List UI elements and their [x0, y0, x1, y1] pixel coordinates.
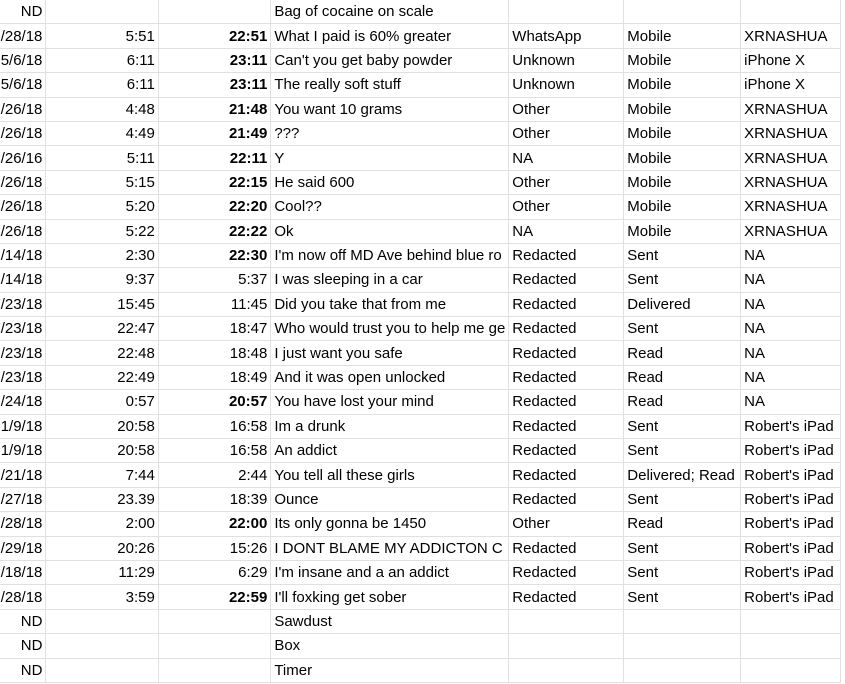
cell-app[interactable]: Redacted — [509, 536, 624, 560]
cell-time-local[interactable]: 2:44 — [158, 463, 270, 487]
cell-date[interactable]: 5/6/18 — [0, 48, 46, 72]
cell-app[interactable]: Unknown — [509, 73, 624, 97]
cell-message[interactable]: An addict — [271, 439, 509, 463]
cell-direction[interactable] — [624, 0, 741, 24]
cell-app[interactable]: Redacted — [509, 317, 624, 341]
cell-date[interactable]: /14/18 — [0, 243, 46, 267]
cell-device[interactable]: Robert's iPad — [741, 560, 841, 584]
cell-time-utc[interactable]: 5:15 — [46, 170, 158, 194]
cell-message[interactable]: I'll foxking get sober — [271, 585, 509, 609]
cell-device[interactable]: XRNASHUA — [741, 24, 841, 48]
cell-date[interactable]: /23/18 — [0, 317, 46, 341]
cell-message[interactable]: The really soft stuff — [271, 73, 509, 97]
cell-date[interactable]: /24/18 — [0, 390, 46, 414]
cell-date[interactable]: /27/18 — [0, 487, 46, 511]
cell-message[interactable]: Can't you get baby powder — [271, 48, 509, 72]
cell-app[interactable] — [509, 634, 624, 658]
cell-date[interactable]: /28/18 — [0, 585, 46, 609]
cell-message[interactable]: Who would trust you to help me ge — [271, 317, 509, 341]
cell-time-local[interactable]: 20:57 — [158, 390, 270, 414]
cell-time-utc[interactable]: 7:44 — [46, 463, 158, 487]
cell-date[interactable]: 1/9/18 — [0, 414, 46, 438]
cell-date[interactable]: /29/18 — [0, 536, 46, 560]
cell-device[interactable]: XRNASHUA — [741, 121, 841, 145]
cell-time-utc[interactable]: 4:48 — [46, 97, 158, 121]
cell-date[interactable]: /21/18 — [0, 463, 46, 487]
cell-time-utc[interactable]: 5:20 — [46, 195, 158, 219]
cell-message[interactable]: Box — [271, 634, 509, 658]
cell-date[interactable]: /23/18 — [0, 292, 46, 316]
cell-device[interactable]: iPhone X — [741, 48, 841, 72]
cell-direction[interactable]: Mobile — [624, 219, 741, 243]
cell-message[interactable]: I DONT BLAME MY ADDICTON C — [271, 536, 509, 560]
cell-message[interactable]: I was sleeping in a car — [271, 268, 509, 292]
cell-device[interactable]: Robert's iPad — [741, 536, 841, 560]
cell-date[interactable]: /26/18 — [0, 195, 46, 219]
cell-direction[interactable]: Sent — [624, 585, 741, 609]
cell-time-utc[interactable]: 9:37 — [46, 268, 158, 292]
cell-time-local[interactable] — [158, 634, 270, 658]
cell-time-local[interactable]: 22:20 — [158, 195, 270, 219]
cell-time-local[interactable]: 22:51 — [158, 24, 270, 48]
cell-direction[interactable]: Sent — [624, 414, 741, 438]
cell-time-local[interactable]: 22:15 — [158, 170, 270, 194]
table-row — [0, 97, 841, 121]
cell-date[interactable]: /26/18 — [0, 97, 46, 121]
cell-device[interactable]: NA — [741, 341, 841, 365]
cell-device[interactable]: Robert's iPad — [741, 414, 841, 438]
cell-direction[interactable]: Read — [624, 512, 741, 536]
cell-app[interactable]: Redacted — [509, 292, 624, 316]
table-row — [0, 317, 841, 341]
cell-time-utc[interactable]: 22:49 — [46, 365, 158, 389]
cell-direction[interactable]: Sent — [624, 536, 741, 560]
cell-device[interactable]: Robert's iPad — [741, 487, 841, 511]
cell-device[interactable]: XRNASHUA — [741, 170, 841, 194]
cell-time-utc[interactable] — [46, 0, 158, 24]
cell-time-local[interactable]: 6:29 — [158, 560, 270, 584]
cell-device[interactable]: NA — [741, 390, 841, 414]
cell-date[interactable]: /14/18 — [0, 268, 46, 292]
cell-direction[interactable]: Mobile — [624, 97, 741, 121]
cell-time-utc[interactable]: 20:58 — [46, 414, 158, 438]
cell-date[interactable]: ND — [0, 609, 46, 633]
cell-time-local[interactable]: 22:30 — [158, 243, 270, 267]
table-row — [0, 560, 841, 584]
cell-direction[interactable]: Sent — [624, 560, 741, 584]
cell-message[interactable]: Ounce — [271, 487, 509, 511]
cell-app[interactable]: Other — [509, 97, 624, 121]
cell-device[interactable]: iPhone X — [741, 73, 841, 97]
cell-time-local[interactable]: 16:58 — [158, 439, 270, 463]
cell-app[interactable]: NA — [509, 219, 624, 243]
cell-app[interactable]: Redacted — [509, 487, 624, 511]
cell-date[interactable]: /28/18 — [0, 512, 46, 536]
cell-time-utc[interactable]: 6:11 — [46, 48, 158, 72]
cell-app[interactable]: Redacted — [509, 365, 624, 389]
cell-message[interactable]: Im a drunk — [271, 414, 509, 438]
cell-direction[interactable]: Mobile — [624, 146, 741, 170]
cell-direction[interactable]: Mobile — [624, 170, 741, 194]
cell-device[interactable] — [741, 609, 841, 633]
cell-app[interactable]: NA — [509, 146, 624, 170]
cell-app[interactable] — [509, 0, 624, 24]
table-row — [0, 658, 841, 682]
cell-direction[interactable]: Mobile — [624, 73, 741, 97]
cell-message[interactable]: Sawdust — [271, 609, 509, 633]
cell-time-utc[interactable] — [46, 634, 158, 658]
cell-app[interactable]: Other — [509, 195, 624, 219]
cell-time-local[interactable]: 22:11 — [158, 146, 270, 170]
table-row — [0, 463, 841, 487]
table-row — [0, 390, 841, 414]
cell-time-local[interactable]: 21:48 — [158, 97, 270, 121]
cell-time-local[interactable]: 18:49 — [158, 365, 270, 389]
cell-message[interactable]: What I paid is 60% greater — [271, 24, 509, 48]
cell-direction[interactable]: Sent — [624, 439, 741, 463]
cell-app[interactable] — [509, 609, 624, 633]
cell-direction[interactable]: Sent — [624, 317, 741, 341]
cell-message[interactable]: I just want you safe — [271, 341, 509, 365]
cell-time-local[interactable] — [158, 0, 270, 24]
cell-date[interactable]: 1/9/18 — [0, 439, 46, 463]
cell-time-utc[interactable]: 6:11 — [46, 73, 158, 97]
cell-device[interactable]: Robert's iPad — [741, 439, 841, 463]
cell-date[interactable]: 5/6/18 — [0, 73, 46, 97]
cell-time-local[interactable]: 22:22 — [158, 219, 270, 243]
cell-date[interactable]: /26/18 — [0, 121, 46, 145]
cell-time-local[interactable]: 23:11 — [158, 73, 270, 97]
cell-date[interactable]: /26/18 — [0, 170, 46, 194]
cell-message[interactable]: I'm insane and a an addict — [271, 560, 509, 584]
cell-app[interactable]: Redacted — [509, 268, 624, 292]
cell-time-utc[interactable]: 4:49 — [46, 121, 158, 145]
cell-direction[interactable]: Delivered; Read — [624, 463, 741, 487]
cell-message[interactable]: Ok — [271, 219, 509, 243]
cell-time-local[interactable]: 18:47 — [158, 317, 270, 341]
table-row — [0, 0, 841, 24]
cell-time-utc[interactable] — [46, 658, 158, 682]
cell-date[interactable]: ND — [0, 658, 46, 682]
cell-time-utc[interactable]: 22:47 — [46, 317, 158, 341]
cell-app[interactable]: Other — [509, 512, 624, 536]
cell-direction[interactable]: Mobile — [624, 24, 741, 48]
table-row — [0, 146, 841, 170]
cell-message[interactable]: He said 600 — [271, 170, 509, 194]
cell-direction[interactable] — [624, 658, 741, 682]
cell-time-utc[interactable]: 20:58 — [46, 439, 158, 463]
cell-time-utc[interactable]: 20:26 — [46, 536, 158, 560]
table-row — [0, 585, 841, 609]
table-row — [0, 609, 841, 633]
cell-date[interactable]: ND — [0, 634, 46, 658]
cell-direction[interactable]: Sent — [624, 487, 741, 511]
cell-device[interactable]: NA — [741, 365, 841, 389]
table-row — [0, 341, 841, 365]
cell-message[interactable]: Bag of cocaine on scale — [271, 0, 509, 24]
cell-direction[interactable] — [624, 609, 741, 633]
cell-time-utc[interactable]: 11:29 — [46, 560, 158, 584]
cell-device[interactable]: XRNASHUA — [741, 195, 841, 219]
cell-date[interactable]: /26/18 — [0, 219, 46, 243]
cell-time-utc[interactable]: 2:00 — [46, 512, 158, 536]
cell-message[interactable]: Its only gonna be 1450 — [271, 512, 509, 536]
cell-message[interactable]: I'm now off MD Ave behind blue ro — [271, 243, 509, 267]
cell-time-utc[interactable]: 0:57 — [46, 390, 158, 414]
cell-app[interactable]: Other — [509, 170, 624, 194]
cell-direction[interactable]: Mobile — [624, 195, 741, 219]
cell-time-utc[interactable]: 5:51 — [46, 24, 158, 48]
cell-app[interactable]: Unknown — [509, 48, 624, 72]
cell-time-utc[interactable]: 3:59 — [46, 585, 158, 609]
cell-time-local[interactable]: 22:00 — [158, 512, 270, 536]
cell-time-local[interactable]: 22:59 — [158, 585, 270, 609]
cell-direction[interactable]: Sent — [624, 243, 741, 267]
cell-date[interactable]: /23/18 — [0, 341, 46, 365]
cell-time-utc[interactable]: 2:30 — [46, 243, 158, 267]
cell-time-local[interactable] — [158, 609, 270, 633]
cell-time-utc[interactable]: 22:48 — [46, 341, 158, 365]
cell-app[interactable]: Other — [509, 121, 624, 145]
cell-device[interactable]: Robert's iPad — [741, 463, 841, 487]
cell-time-local[interactable]: 18:39 — [158, 487, 270, 511]
cell-time-local[interactable]: 21:49 — [158, 121, 270, 145]
cell-device[interactable]: NA — [741, 292, 841, 316]
cell-direction[interactable]: Read — [624, 365, 741, 389]
cell-direction[interactable]: Mobile — [624, 121, 741, 145]
cell-direction[interactable]: Delivered — [624, 292, 741, 316]
cell-message[interactable]: You tell all these girls — [271, 463, 509, 487]
cell-app[interactable]: WhatsApp — [509, 24, 624, 48]
cell-time-utc[interactable]: 5:22 — [46, 219, 158, 243]
table-row — [0, 243, 841, 267]
table-row — [0, 439, 841, 463]
cell-message[interactable]: Did you take that from me — [271, 292, 509, 316]
cell-app[interactable]: Redacted — [509, 390, 624, 414]
cell-message[interactable]: You have lost your mind — [271, 390, 509, 414]
cell-message[interactable]: And it was open unlocked — [271, 365, 509, 389]
cell-date[interactable]: /26/16 — [0, 146, 46, 170]
cell-message[interactable]: Cool?? — [271, 195, 509, 219]
cell-device[interactable] — [741, 634, 841, 658]
table-row — [0, 195, 841, 219]
cell-time-local[interactable] — [158, 658, 270, 682]
cell-direction[interactable]: Read — [624, 341, 741, 365]
cell-app[interactable]: Redacted — [509, 439, 624, 463]
table-row — [0, 73, 841, 97]
cell-app[interactable]: Redacted — [509, 585, 624, 609]
cell-time-utc[interactable]: 15:45 — [46, 292, 158, 316]
cell-direction[interactable] — [624, 634, 741, 658]
cell-message[interactable]: Y — [271, 146, 509, 170]
table-row — [0, 268, 841, 292]
cell-app[interactable]: Redacted — [509, 463, 624, 487]
cell-device[interactable]: NA — [741, 317, 841, 341]
cell-date[interactable]: /28/18 — [0, 24, 46, 48]
cell-direction[interactable]: Sent — [624, 268, 741, 292]
cell-device[interactable]: NA — [741, 268, 841, 292]
cell-date[interactable]: ND — [0, 0, 46, 24]
cell-time-local[interactable]: 15:26 — [158, 536, 270, 560]
cell-app[interactable] — [509, 658, 624, 682]
table-row — [0, 219, 841, 243]
cell-message[interactable]: You want 10 grams — [271, 97, 509, 121]
cell-device[interactable]: Robert's iPad — [741, 512, 841, 536]
cell-device[interactable]: Robert's iPad — [741, 585, 841, 609]
table-row — [0, 121, 841, 145]
table-row — [0, 414, 841, 438]
cell-direction[interactable]: Read — [624, 390, 741, 414]
cell-device[interactable] — [741, 0, 841, 24]
cell-device[interactable]: XRNASHUA — [741, 146, 841, 170]
cell-time-utc[interactable]: 5:11 — [46, 146, 158, 170]
table-row — [0, 512, 841, 536]
cell-device[interactable]: XRNASHUA — [741, 219, 841, 243]
table-row — [0, 48, 841, 72]
cell-date[interactable]: /23/18 — [0, 365, 46, 389]
cell-date[interactable]: /18/18 — [0, 560, 46, 584]
cell-time-local[interactable]: 18:48 — [158, 341, 270, 365]
table-row — [0, 24, 841, 48]
cell-app[interactable]: Redacted — [509, 414, 624, 438]
cell-message[interactable]: ??? — [271, 121, 509, 145]
table-row — [0, 170, 841, 194]
cell-time-utc[interactable]: 23.39 — [46, 487, 158, 511]
cell-time-local[interactable]: 11:45 — [158, 292, 270, 316]
table-row — [0, 634, 841, 658]
cell-app[interactable]: Redacted — [509, 560, 624, 584]
cell-time-utc[interactable] — [46, 609, 158, 633]
cell-direction[interactable]: Mobile — [624, 48, 741, 72]
cell-device[interactable]: NA — [741, 243, 841, 267]
cell-time-local[interactable]: 16:58 — [158, 414, 270, 438]
cell-device[interactable]: XRNASHUA — [741, 97, 841, 121]
cell-time-local[interactable]: 5:37 — [158, 268, 270, 292]
cell-message[interactable]: Timer — [271, 658, 509, 682]
cell-app[interactable]: Redacted — [509, 341, 624, 365]
table-row — [0, 536, 841, 560]
table-row — [0, 487, 841, 511]
table-row — [0, 292, 841, 316]
cell-time-local[interactable]: 23:11 — [158, 48, 270, 72]
cell-app[interactable]: Redacted — [509, 243, 624, 267]
cell-device[interactable] — [741, 658, 841, 682]
table-row — [0, 365, 841, 389]
